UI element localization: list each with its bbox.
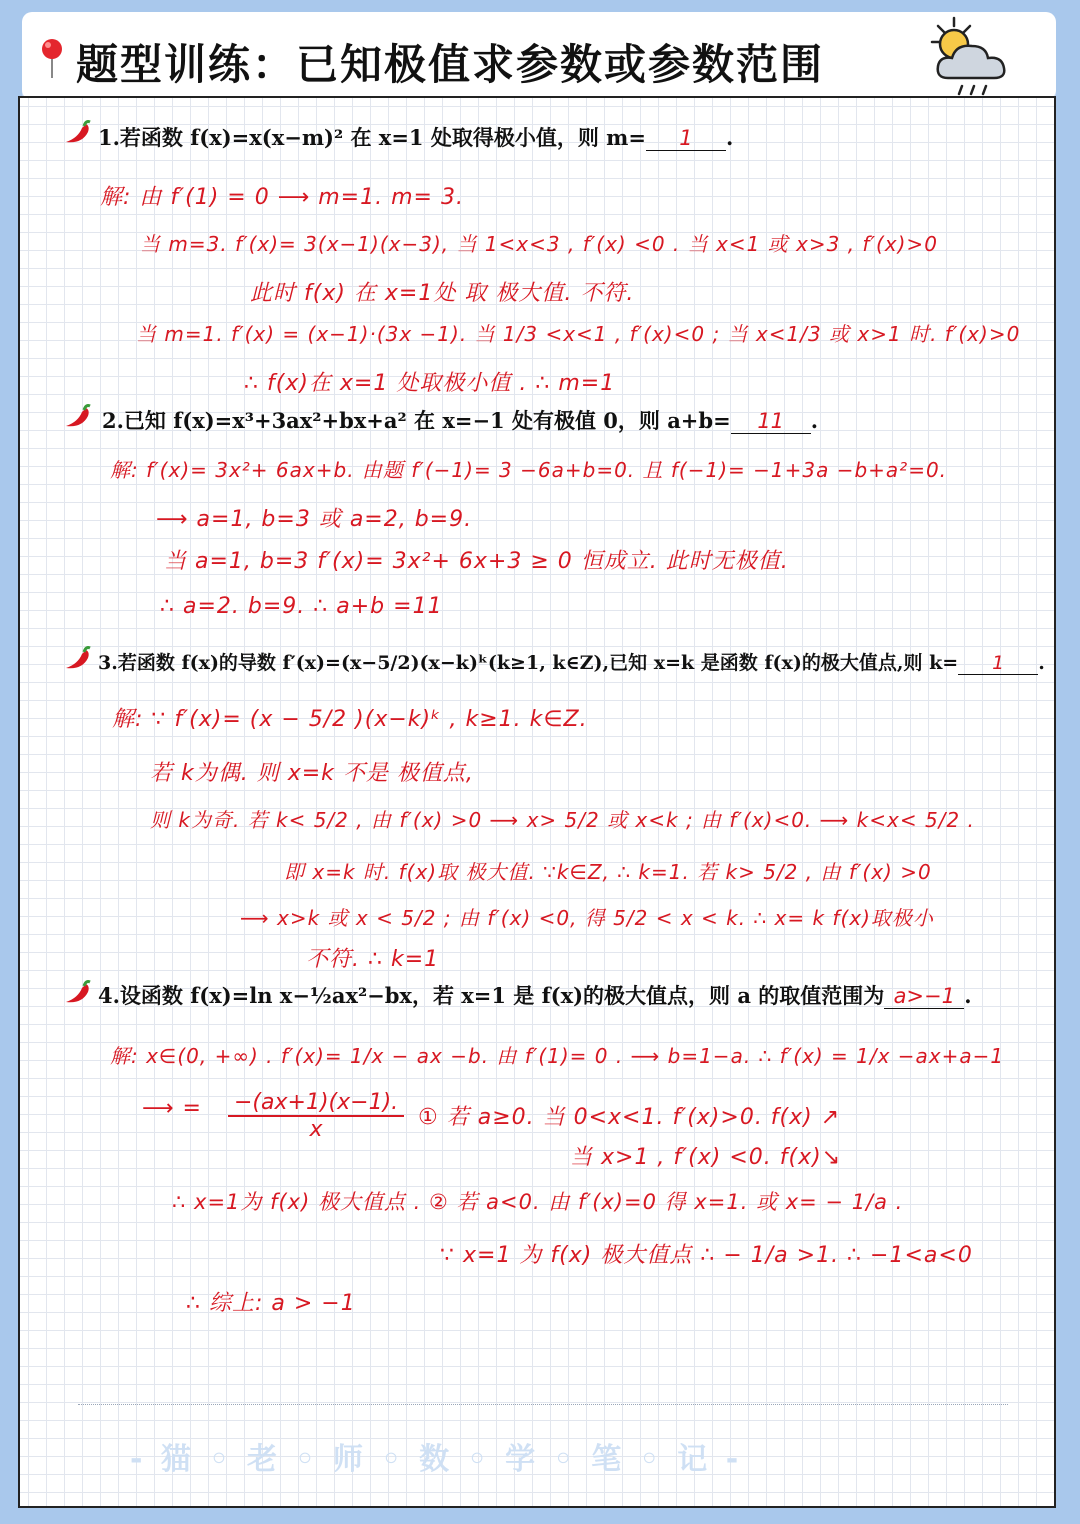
question-1-answer: 1 <box>646 126 726 151</box>
solution-4-fraction <box>228 1090 404 1142</box>
solution-4-line-6: ∵ x=1 为 f(x) 极大值点 ∴ − 1/a >1. ∴ −1<a<0 <box>440 1243 973 1268</box>
solution-3-line-1: 解: ∵ f′(x)= (x − 5/2 )(x−k)ᵏ , k≥1. k∈Z. <box>112 707 588 732</box>
solution-3-line-3: 则 k为奇. 若 k< 5/2 , 由 f′(x) >0 ⟶ x> 5/2 或 x<k ; 由 f′(x)<0. ⟶ k<x< 5/2 . <box>150 808 975 832</box>
chili-pepper-icon <box>62 120 92 146</box>
question-4 <box>98 980 972 1010</box>
question-3 <box>98 648 1045 675</box>
solution-3-line-6: 不符. ∴ k=1 <box>306 947 440 972</box>
solution-2-line-2: ⟶ a=1, b=3 或 a=2, b=9. <box>156 507 473 532</box>
solution-2-line-3: 当 a=1, b=3 f′(x)= 3x²+ 6x+3 ≥ 0 恒成立. 此时无极值. <box>164 549 789 574</box>
question-4-stem: 4.设函数 f(x)=ln x−½ax²−bx，若 x=1 是 f(x)的极大值点，则 a 的取值范围为 <box>98 983 885 1008</box>
solution-4-line-3: ① 若 a≥0. 当 0<x<1. f′(x)>0. f(x) ↗ <box>418 1105 841 1130</box>
footer-watermark: - 猫 ◦ 老 ◦ 师 ◦ 数 ◦ 学 ◦ 笔 ◦ 记 - <box>130 1442 743 1477</box>
solution-4-line-1: 解: x∈(0, +∞) . f′(x)= 1/x − ax −b. 由 f′(1)= 0 . ⟶ b=1−a. ∴ f′(x) = 1/x −ax+a−1 <box>110 1044 1005 1068</box>
question-1 <box>98 122 733 152</box>
solution-3-line-5: ⟶ x>k 或 x < 5/2 ; 由 f′(x) <0, 得 5/2 < x < k. ∴ x= k f(x)取极小 <box>240 906 934 930</box>
fraction-denominator: x <box>309 1117 323 1142</box>
solution-2-line-1: 解: f′(x)= 3x²+ 6ax+b. 由题 f′(−1)= 3 −6a+b=0. 且 f(−1)= −1+3a −b+a²=0. <box>110 458 948 482</box>
sun-cloud-rain-icon <box>918 14 1028 100</box>
divider <box>78 1404 1008 1405</box>
question-1-tail: . <box>725 125 734 150</box>
question-2-answer: 11 <box>731 409 811 434</box>
solution-4-line-4: 当 x>1 , f′(x) <0. f(x)↘ <box>570 1145 842 1170</box>
chili-pepper-icon <box>62 980 92 1006</box>
solution-1-line-1: 解: 由 f′(1) = 0 ⟶ m=1. m= 3. <box>100 185 464 210</box>
question-2-tail: . <box>810 408 818 433</box>
notebook-page <box>18 96 1056 1508</box>
question-2 <box>102 405 818 435</box>
page-title: 题型训练：已知极值求参数或参数范围 <box>76 40 825 89</box>
question-3-answer: 1 <box>958 652 1038 675</box>
map-pin-icon <box>38 36 66 80</box>
question-4-answer: a>−1 <box>884 984 964 1009</box>
solution-3-line-2: 若 k为偶. 则 x=k 不是 极值点, <box>150 761 474 786</box>
solution-1-line-3: 此时 f(x) 在 x=1处 取 极大值. 不符. <box>250 281 635 306</box>
question-3-tail: . <box>1038 652 1045 674</box>
fraction-numerator: −(ax+1)(x−1). <box>228 1090 404 1117</box>
chili-pepper-icon <box>62 404 92 430</box>
solution-4-line-2: ⟶ = <box>142 1096 202 1121</box>
solution-2-line-4: ∴ a=2. b=9. ∴ a+b =11 <box>160 594 443 619</box>
solution-3-line-4: 即 x=k 时. f(x)取 极大值. ∵k∈Z, ∴ k=1. 若 k> 5/2 , 由 f′(x) >0 <box>284 860 932 884</box>
solution-1-line-2: 当 m=3. f′(x)= 3(x−1)(x−3), 当 1<x<3 , f′(x) <0 . 当 x<1 或 x>3 , f′(x)>0 <box>140 232 938 256</box>
chili-pepper-icon <box>62 646 92 672</box>
question-4-tail: . <box>964 983 972 1008</box>
solution-1-line-4: 当 m=1. f′(x) = (x−1)·(3x −1). 当 1/3 <x<1 , f′(x)<0 ; 当 x<1/3 或 x>1 时. f′(x)>0 <box>136 322 1021 346</box>
solution-1-line-5: ∴ f(x)在 x=1 处取极小值 . ∴ m=1 <box>244 371 616 396</box>
question-2-stem: 2.已知 f(x)=x³+3ax²+bx+a² 在 x=−1 处有极值 0，则 a+b= <box>102 408 731 433</box>
solution-4-line-7: ∴ 综上: a > −1 <box>186 1291 356 1316</box>
question-3-stem: 3.若函数 f(x)的导数 f′(x)=(x−5/2)(x−k)ᵏ(k≥1, k∈Z),已知 x=k 是函数 f(x)的极大值点,则 k= <box>98 652 959 674</box>
solution-4-line-5: ∴ x=1为 f(x) 极大值点 . ② 若 a<0. 由 f′(x)=0 得 x=1. 或 x= − 1/a . <box>172 1190 904 1214</box>
question-1-stem: 1.若函数 f(x)=x(x−m)² 在 x=1 处取得极小值，则 m= <box>98 125 646 150</box>
